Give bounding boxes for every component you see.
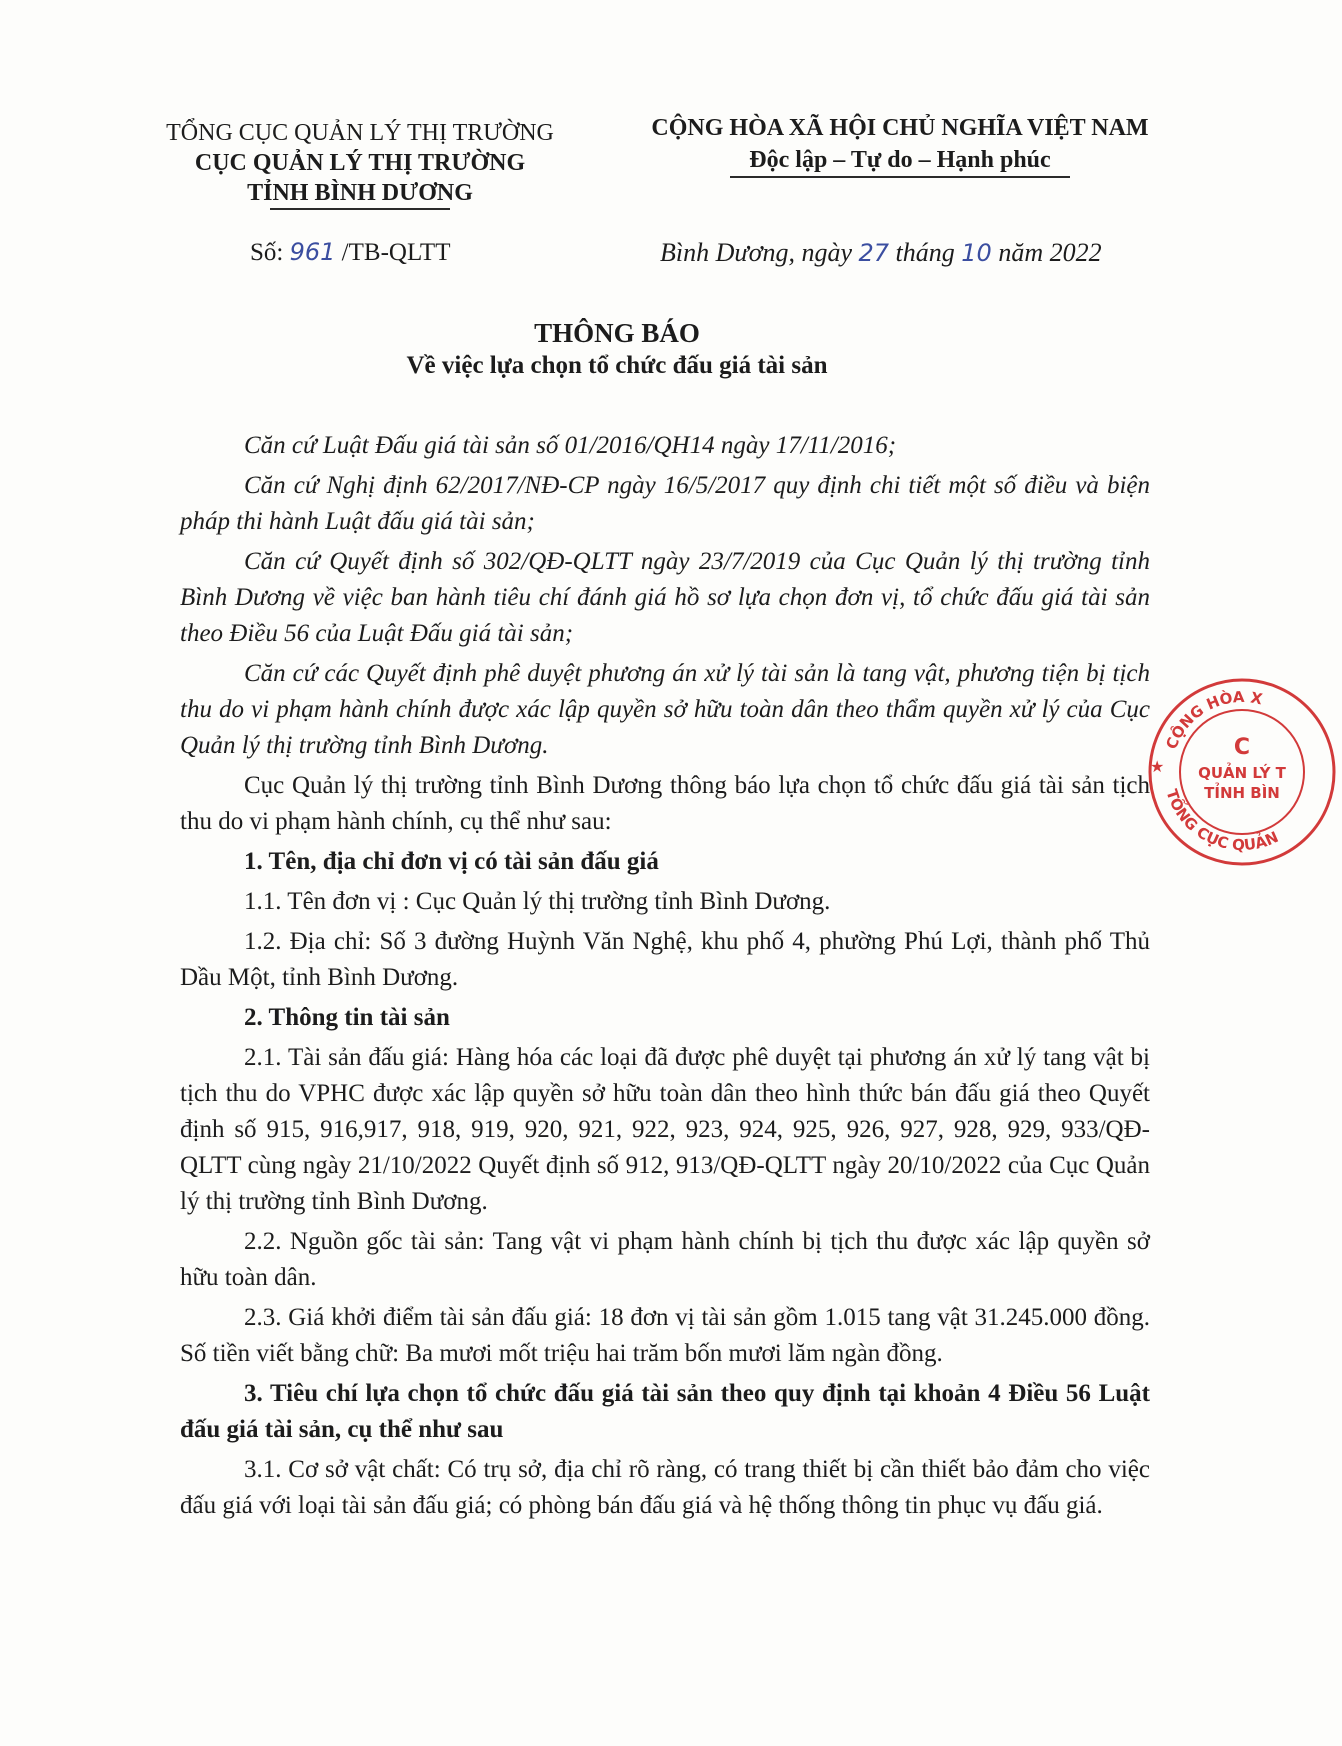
motto-underline [730,176,1070,178]
item-1-1: 1.1. Tên đơn vị : Cục Quản lý thị trường tỉnh Bình Dương. [244,888,831,915]
intro-paragraph: Cục Quản lý thị trường tỉnh Bình Dương thông báo lựa chọn tổ chức đấu giá tài sản tịch thu do vi phạm hành chính, cụ thể như sau: [180,772,1150,835]
national-motto: Độc lập – Tự do – Hạnh phúc [749,147,1051,173]
seal-center-line-1: QUẢN LÝ T [1198,764,1286,782]
legal-basis-3: Căn cứ Quyết định số 302/QĐ-QLTT ngày 23/7/2019 của Cục Quản lý thị trường tỉnh Bình Dương về việc ban hành tiêu chí đánh giá hồ sơ lựa chọn đơn vị, tổ chức đấu giá tài sản theo Điều 56 của Luật Đấu giá tài sản; [180,548,1150,647]
issue-date [660,238,1102,268]
official-seal [1142,672,1342,872]
legal-basis-2: Căn cứ Nghị định 62/2017/NĐ-CP ngày 16/5/2017 quy định chi tiết một số điều và biện pháp thi hành Luật đấu giá tài sản; [180,472,1150,535]
item-2-3: 2.3. Giá khởi điểm tài sản đấu giá: 18 đơn vị tài sản gồm 1.015 tang vật 31.245.000 đồng. Số tiền viết bằng chữ: Ba mươi mốt triệu hai trăm bốn mươi lăm ngàn đồng. [180,1304,1150,1367]
date-month-label: tháng [895,238,955,267]
issuer-name: CỤC QUẢN LÝ THỊ TRƯỜNG [194,150,526,176]
section-heading-1: 1. Tên, địa chỉ đơn vị có tài sản đấu giá [244,848,659,875]
item-2-2: 2.2. Nguồn gốc tài sản: Tang vật vi phạm hành chính bị tịch thu được xác lập quyền sở hữu toàn dân. [180,1228,1150,1291]
issuer-header [140,118,580,210]
date-month: 10 [961,239,992,267]
issuer-parent: TỔNG CỤC QUẢN LÝ THỊ TRƯỜNG [166,120,554,146]
date-day: 27 [858,239,890,267]
item-3-1: 3.1. Cơ sở vật chất: Có trụ sở, địa chỉ rõ ràng, có trang thiết bị cần thiết bảo đảm cho việc đấu giá với loại tài sản đấu giá; có phòng bán đấu giá và hệ thống thông tin phục vụ đấu giá. [180,1456,1150,1519]
section-heading-2: 2. Thông tin tài sản [244,1004,450,1031]
seal-arc-top: CỘNG HÒA X [1162,687,1264,752]
doc-number-handwritten: 961 [289,238,336,266]
seal-center-line-2: TỈNH BÌN [1204,784,1280,802]
legal-basis-1: Căn cứ Luật Đấu giá tài sản số 01/2016/QH14 ngày 17/11/2016; [244,432,897,459]
date-year: năm 2022 [998,238,1102,267]
seal-arc-bottom: TỔNG CỤC QUẢN [1162,787,1282,855]
seal-star-icon: ★ [1150,759,1165,776]
item-2-1: 2.1. Tài sản đấu giá: Hàng hóa các loại đã được phê duyệt tại phương án xử lý tang vật bị tịch thu do VPHC được xác lập quyền sở hữu toàn dân theo hình thức bán đấu giá theo Quyết định số 915, 916,917, 918, 919, 920, 921, 922, 923, 924, 925, 926, 927, 928, 929, 933/QĐ-QLTT cùng ngày 21/10/2022 Quyết định số 912, 913/QĐ-QLTT ngày 20/10/2022 của Cục Quản lý thị trường tỉnh Bình Dương. [180,1044,1150,1215]
item-1-2: 1.2. Địa chỉ: Số 3 đường Huỳnh Văn Nghệ, khu phố 4, phường Phú Lợi, thành phố Thủ Dầu Một, tỉnh Bình Dương. [180,928,1150,991]
document-number [250,238,450,267]
document-body [180,428,1150,1528]
section-heading-3: 3. Tiêu chí lựa chọn tổ chức đấu giá tài sản theo quy định tại khoản 4 Điều 56 Luật đấu giá tài sản, cụ thể như sau [180,1380,1150,1443]
document-subtitle: Về việc lựa chọn tổ chức đấu giá tài sản [406,352,828,379]
document-title: THÔNG BÁO [534,318,700,348]
date-place: Bình Dương, ngày [660,238,852,267]
seal-letter: C [1233,735,1251,760]
issuer-province: TỈNH BÌNH DƯƠNG [247,180,473,206]
national-title: CỘNG HÒA XÃ HỘI CHỦ NGHĨA VIỆT NAM [651,115,1149,141]
doc-number-prefix: Số: [250,239,284,266]
doc-number-suffix: /TB-QLTT [341,239,451,266]
issuer-underline [270,208,450,210]
legal-basis-4: Căn cứ các Quyết định phê duyệt phương án xử lý tài sản là tang vật, phương tiện bị tịch thu do vi phạm hành chính được xác lập quyền sở hữu toàn dân theo thẩm quyền xử lý của Cục Quản lý thị trường tỉnh Bình Dương. [180,660,1150,759]
national-header [620,112,1180,178]
